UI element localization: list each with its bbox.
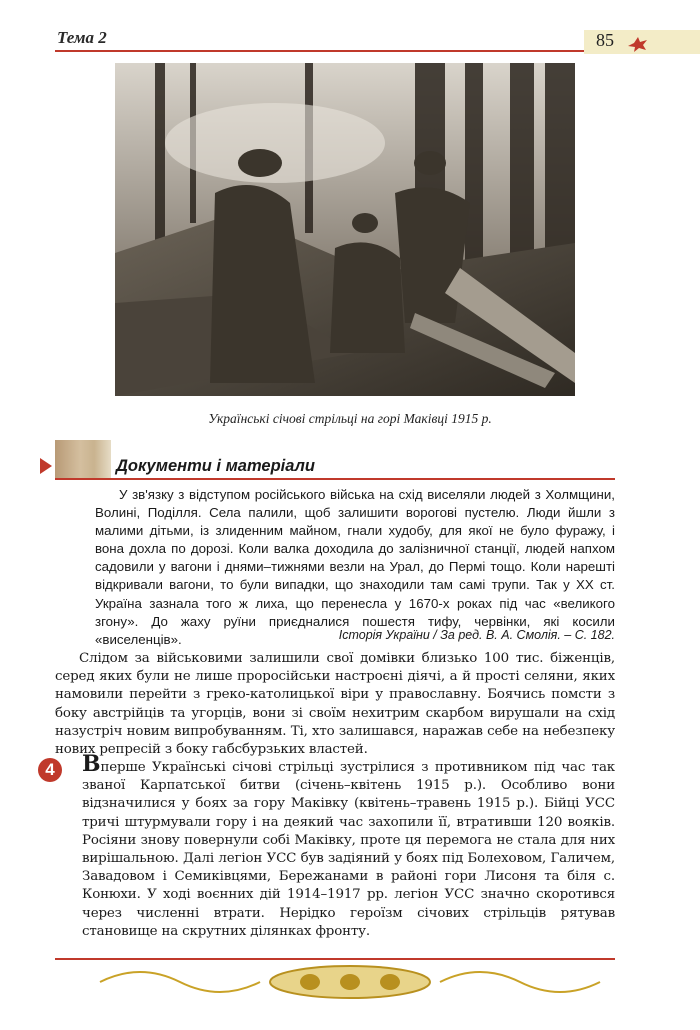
- triangle-marker-icon: [40, 458, 52, 474]
- page-number: 85: [596, 30, 614, 50]
- historical-photo: [115, 63, 575, 396]
- footer-rule: [55, 958, 615, 960]
- documents-source: Історія України / За ред. В. А. Смолія. – С. 182.: [338, 628, 615, 642]
- documents-thumbnail: [55, 440, 111, 480]
- body-paragraph-2: [82, 751, 615, 941]
- documents-heading: Документи і матеріали: [116, 457, 315, 475]
- header-rule: [55, 50, 615, 52]
- photo-caption: Українські січові стрільці на горі Маківці 1915 р.: [208, 411, 492, 426]
- section-text: перше Українські січові стрільці зустрілися з противником під час так званої Карпатської битви (січень–квітень 1915 р.). Особливо вони відзначилися у боях за гору Маківку (квітень–травень 1915 р.). Бійці УСС тричі штурмували гору і на деякий час захопили її, втративши 120 вояків. Росіяни знову повернули собі Маківку, проте ця перемога не стала для них вирішальною. Далі легіон УСС був задіяний у боях під Болеховом, Галичем, Завадовом і Семиківцями, Бережанами в районі гори Лисоня та біля с. Конюхи. У ході воєнних дій 1914–1917 рр. легіон УСС значно скоротився через численні втрати. Нерідко героїзм січових стрільців рятував становище на скрутних ділянках фронту.: [82, 760, 615, 939]
- drop-cap: В: [82, 751, 101, 777]
- ornament-icon: [80, 962, 620, 1002]
- section-number-badge: 4: [38, 758, 62, 782]
- body-paragraph-1: Слідом за військовими залишили свої домівки близько 100 тис. біженців, серед яких були не лише проросійськи настроєні діячі, а й прості селяни, яких намовили перейти з греко-католицької віри у православну. Боячись помсти з боку австрійців та угорців, вони зі своїм нехитрим скарбом вирушали на схід назустріч новим випробуванням. Ті, хто залишався, наражав себе на небезпеку нових репресій з боку габсбурзьких властей.: [55, 651, 615, 758]
- documents-rule: [55, 478, 615, 480]
- theme-label: Тема 2: [57, 28, 107, 47]
- documents-text: У зв'язку з відступом російського війська на схід виселяли людей з Холмщини, Волині, Поділля. Села палили, щоб залишити ворогові пустелю. Люди йшли з малими дітьми, із злиденним майном, гнали худобу, для якої не було фуражу, і вона дохла по дорозі. Коли валка доходила до залізничної станції, людей напхом садовили у вагони і днями–тижнями везли на Урал, до Пермі тощо. Коли нарешті відкривали вагони, то були випадки, що знаходили там самі трупи. Так у XX ст. Україна зазнала того ж лиха, що перенесла у 1670-х роках під час «великого згону». До жаху руїни приєдналися пошестя тифу, червінки, які косили «виселенців».: [95, 487, 615, 647]
- bird-icon: [626, 34, 650, 54]
